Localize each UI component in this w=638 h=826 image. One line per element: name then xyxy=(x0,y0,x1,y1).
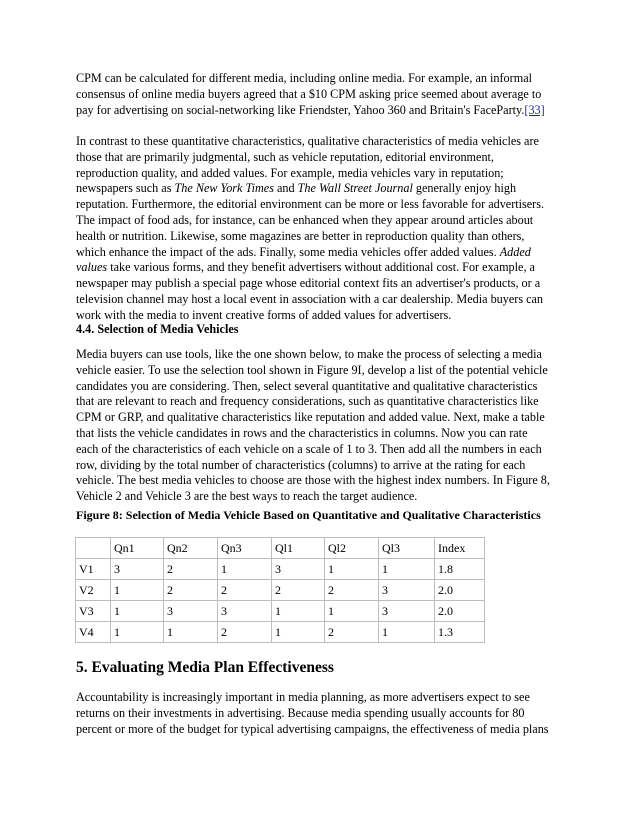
table-cell: 1 xyxy=(111,580,164,601)
table-cell: 3 xyxy=(379,580,435,601)
table-header-cell: Qn1 xyxy=(111,538,164,559)
text-line: Media buyers can use tools, like the one shown below, to make the process of selecting a media xyxy=(76,347,542,361)
text-line: Vehicle 2 and Vehicle 3 are the best ways to reach the target audience. xyxy=(76,489,418,504)
table-cell: V4 xyxy=(76,622,111,643)
table-header-cell: Index xyxy=(435,538,485,559)
table-cell: 1 xyxy=(379,559,435,580)
text-line: that lists the vehicle candidates in rows and the characteristics in columns. Now you can rate xyxy=(76,425,528,440)
text-line: pay for advertising on social-networking like Friendster, Yahoo 360 and Britain's FaceParty. xyxy=(76,102,525,117)
table-cell: 2.0 xyxy=(435,580,485,601)
text-line: candidates you are considering. Then, select several quantitative and qualitative characteristics xyxy=(76,378,538,393)
italic-term: Added xyxy=(499,244,531,259)
media-vehicle-table xyxy=(75,537,485,643)
text-line: Accountability is increasingly important in media planning, as more advertisers expect to see xyxy=(76,690,530,704)
table-cell: 2 xyxy=(218,580,272,601)
table-cell: V2 xyxy=(76,580,111,601)
table-cell: 3 xyxy=(218,601,272,622)
table-row xyxy=(76,622,485,643)
text-line: row, dividing by the total number of characteristics (columns) to arrive at the rating for each xyxy=(76,457,526,472)
text-line: which enhance the impact of the ads. Finally, some media vehicles offer added values. xyxy=(76,244,500,259)
table-header-cell: Ql3 xyxy=(379,538,435,559)
table-row xyxy=(76,580,485,601)
paragraph-qualitative xyxy=(76,134,566,324)
table-header-row xyxy=(76,538,485,559)
text-line: each of the characteristics of each vehicle on a scale of 1 to 3. Then add all the numbers in each xyxy=(76,441,542,456)
text-line: percent or more of the budget for typical advertising campaigns, the effectiveness of media plans xyxy=(76,721,549,736)
table-cell: 1 xyxy=(272,622,325,643)
table-cell: 2 xyxy=(272,580,325,601)
text-line: vehicle easier. To use the selection tool shown in Figure 9I, develop a list of the potential vehicle xyxy=(76,362,548,377)
table-cell: 1 xyxy=(325,559,379,580)
text-line: newspaper may publish a special page whose editorial context fits an advertiser's products, or a xyxy=(76,276,541,291)
table-header-cell: Qn3 xyxy=(218,538,272,559)
table-cell: 1.3 xyxy=(435,622,485,643)
text-line: that are relevant to reach and frequency considerations, such as quantitative characteristics like xyxy=(76,394,539,409)
table-cell: 2 xyxy=(164,580,218,601)
table-cell: 1 xyxy=(111,622,164,643)
text-line: reputation. Furthermore, the editorial environment can be more or less favorable for advertisers. xyxy=(76,197,545,212)
text-line: health or nutrition. Likewise, some magazines are better in reproduction quality than others, xyxy=(76,228,525,243)
section-heading-4-4: 4.4. Selection of Media Vehicles xyxy=(76,322,239,336)
paragraph-cpm xyxy=(76,71,566,118)
text-line: and xyxy=(273,181,298,196)
table-cell: 3 xyxy=(164,601,218,622)
table-cell: 1 xyxy=(218,559,272,580)
text-line: take various forms, and they benefit advertisers without additional cost. For example, a xyxy=(107,260,535,275)
table-header-cell xyxy=(76,538,111,559)
table-cell: 1 xyxy=(164,622,218,643)
italic-term: values xyxy=(76,260,108,275)
table-cell: 2 xyxy=(164,559,218,580)
text-line: generally enjoy high xyxy=(412,181,517,196)
section-heading-5: 5. Evaluating Media Plan Effectiveness xyxy=(76,659,334,676)
text-line: consensus of online media buyers agreed that a $10 CPM asking price seemed about average to xyxy=(76,86,542,101)
text-line: work with the media to invent creative forms of added values for advertisers. xyxy=(76,307,452,322)
table-cell: 2.0 xyxy=(435,601,485,622)
text-line: television channel may host a local event in association with a car dealership. Media buyers can xyxy=(76,291,544,306)
citation-link-33[interactable]: [33] xyxy=(524,102,545,117)
italic-title: The New York Times xyxy=(174,181,274,196)
table-header-cell: Ql2 xyxy=(325,538,379,559)
text-line: returns on their investments in advertising. Because media spending usually accounts for 80 xyxy=(76,705,525,720)
text-line: CPM can be calculated for different media, including online media. For example, an informal xyxy=(76,71,532,85)
table-cell: 3 xyxy=(379,601,435,622)
table-cell: 1 xyxy=(272,601,325,622)
paragraph-accountability xyxy=(76,690,566,737)
text-line: CPM or GRP, and qualitative characteristics like reputation and added value. Next, make a table xyxy=(76,410,545,425)
paragraph-selection-tool xyxy=(76,347,566,505)
text-line: In contrast to these quantitative characteristics, qualitative characteristics of media vehicles are xyxy=(76,134,539,148)
table-cell: V3 xyxy=(76,601,111,622)
table-cell: 1 xyxy=(325,601,379,622)
table-cell: 1 xyxy=(379,622,435,643)
figure-8-caption: Figure 8: Selection of Media Vehicle Based on Quantitative and Qualitative Characteristics xyxy=(76,508,541,522)
table-cell: 3 xyxy=(272,559,325,580)
table-header-cell: Ql1 xyxy=(272,538,325,559)
table-cell: 1.8 xyxy=(435,559,485,580)
table-header-cell: Qn2 xyxy=(164,538,218,559)
table-row xyxy=(76,601,485,622)
table-cell: 2 xyxy=(218,622,272,643)
text-line: The impact of food ads, for instance, can be enhanced when they appear around articles about xyxy=(76,212,534,227)
italic-title: The Wall Street Journal xyxy=(297,181,413,196)
table-cell: 2 xyxy=(325,622,379,643)
table-cell: 1 xyxy=(111,601,164,622)
table-row xyxy=(76,559,485,580)
table-cell: 2 xyxy=(325,580,379,601)
table-cell: 3 xyxy=(111,559,164,580)
text-line: those that are primarily judgmental, such as vehicle reputation, editorial environment, xyxy=(76,149,494,164)
text-line: reproduction quality, and added values. For example, media vehicles vary in reputation; xyxy=(76,165,504,180)
text-line: newspapers such as xyxy=(76,181,175,196)
text-line: vehicle. The best media vehicles to choose are those with the highest index numbers. In Figure 8, xyxy=(76,473,550,488)
table-cell: V1 xyxy=(76,559,111,580)
